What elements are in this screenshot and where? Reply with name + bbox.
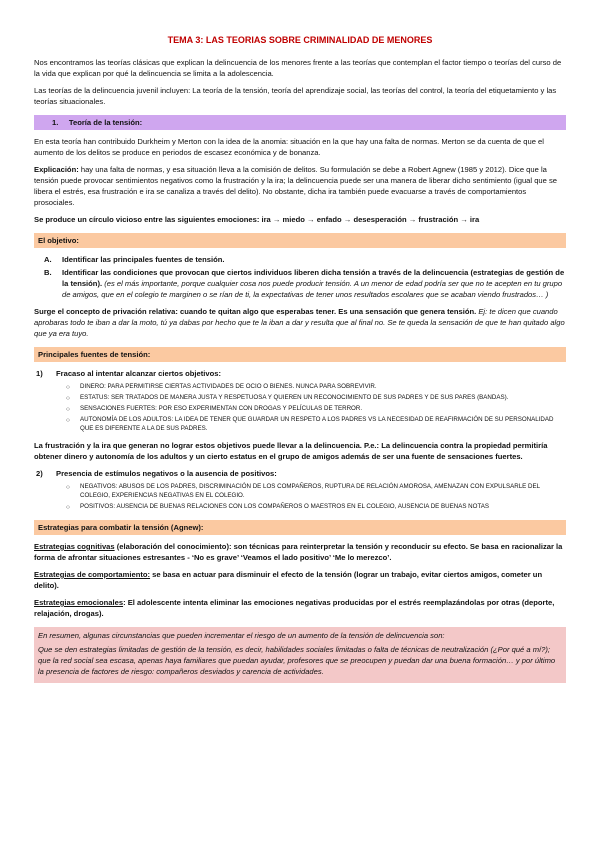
list-item: ○ DINERO: PARA PERMITIRSE CIERTAS ACTIVIDADES DE OCIO O BIENES. NUNCA PARA SOBREVIVIR. [80, 383, 566, 392]
frustracion-paragraph [34, 440, 566, 462]
explicacion-text: hay una falta de normas, y esa situación lleva a la comisión de delitos. Su formulación se debe a Robert Agnew (1985 y 2012). Dice que la tensión puede provocar sentimientos negativos como la frustración y la ira; la delincuencia puede ser una manera de liberar dicho sentimiento (igual que se libera el estrés, esa frustración e ira se canaliza a través del delito). No obstante, dicha ira también puede evacuarse a través de comportamientos prosociales. [34, 165, 558, 208]
list-item: ○ ESTATUS: SER TRATADOS DE MANERA JUSTA Y RESPETUOSA Y QUIEREN UN RECONOCIMIENTO DE SUS PADRES Y DE SUS PARES (BANDAS). [80, 394, 566, 403]
document-page [34, 34, 566, 683]
circle-paragraph: Se produce un círculo vicioso entre las siguientes emociones: ira → miedo → enfado → desesperación → frustración → ira [34, 215, 480, 225]
explicacion-paragraph [34, 164, 566, 208]
list-item: ○ POSITIVOS: AUSENCIA DE BUENAS RELACIONES CON LOS COMPAÑEROS O MAESTROS EN EL COLEGIO, AUSENCIA DE BUENAS NOTAS [80, 503, 566, 512]
strategy-label: Estrategias cognitivas [34, 541, 115, 551]
list-item-text: Identificar las principales fuentes de tensión. [62, 255, 225, 265]
privacion-text: Surge el concepto de privación relativa: cuando te quitan algo que esperabas tener. Es una sensación que genera tensión. [34, 307, 477, 317]
group-marker: 1) [36, 369, 43, 379]
fuentes-group-1-heading [34, 368, 566, 379]
resumen-line-1: En resumen, algunas circunstancias que pueden incrementar el riesgo de un aumento de la tensión de delincuencia son: [38, 630, 445, 640]
strategy-label: Estrategias emocionales [34, 597, 124, 607]
objetivo-heading: El objetivo: [34, 233, 566, 248]
tension-paragraph: En esta teoría han contribuido Durkheim y Merton con la idea de la anomia: situación en la que hay una falta de normas. Merton se da cuenta de que el aumento de los delitos se produce en periodos de escasez económica y de bonanza. [34, 137, 544, 158]
strategy-text: (elaboración del conocimiento): son técnicas para reinterpretar la tensión y reconducir su efecto. Se basa en racionalizar la forma de afrontar situaciones estresantes - ‘No es grave’ ‘Veamos el lado positivo’ ‘Me lo merezco’. [34, 541, 563, 562]
strategy-label: Estrategias de comportamiento: [34, 569, 151, 579]
intro-paragraph: Nos encontramos las teorías clásicas que explican la delincuencia de los menores frente a las teorías que contemplan el factor tiempo o teorías del curso de la vida que explican por qué la delincuencia se limita a la adolescencia. [34, 58, 562, 79]
explicacion-label: Explicación: [34, 165, 79, 175]
list-marker: B. [44, 268, 52, 278]
list-item [44, 254, 566, 265]
section-number: 1. [52, 118, 59, 128]
section-heading-tension [34, 115, 566, 130]
estrategias-comportamiento [34, 569, 566, 591]
list-item: ○ AUTONOMÍA DE LOS ADULTOS: LA IDEA DE TENER QUE GUARDAR UN RESPETO A LOS PADRES VS LA NECESIDAD DE REAFIRMACIÓN DE SU PERSONALIDAD QUE ES DIFERENTE A LA DE SUS PADRES. [80, 416, 566, 434]
privacion-paragraph [34, 306, 566, 339]
strategy-text: : El adolescente intenta eliminar las emociones negativas producidas por el estrés reemplazándolas por otras (deporte, relajación, drogas). [34, 597, 555, 618]
theories-paragraph: Las teorías de la delincuencia juvenil incluyen: La teoría de la tensión, teoría del aprendizaje social, las teorías del control, la teoría del etiquetamiento y las teorías situacionales. [34, 86, 557, 107]
pe-text: La delincuencia contra la propiedad permitiría obtener dinero y autonomía de los adultos y un cierto estatus en el grupo de amigos además de ser una fuente de sensaciones fuertes. [34, 440, 548, 461]
list-item [44, 267, 566, 300]
page-title: TEMA 3: LAS TEORIAS SOBRE CRIMINALIDAD DE MENORES [167, 35, 433, 45]
fuentes-group-1-list [34, 383, 566, 434]
fuentes-group-2-list [34, 483, 566, 512]
list-marker: A. [44, 255, 52, 265]
list-item-text: Identificar las condiciones que provocan que ciertos individuos liberen dicha tensión a través de la delincuencia (estrategias de gestión de la tensión). [62, 268, 565, 289]
fuentes-group-2-heading [34, 468, 566, 479]
list-item: ○ NEGATIVOS: ABUSOS DE LOS PADRES, DISCRIMINACIÓN DE LOS COMPAÑEROS, RUPTURA DE RELACIÓN AMOROSA, AMENAZAN CON EXPULSARLE DEL COLEGIO, EXPERIENCIAS NEGATIVAS EN EL COLEGIO. [80, 483, 566, 501]
group-title: Presencia de estímulos negativos o la ausencia de positivos: [56, 468, 277, 478]
resumen-box [34, 627, 566, 683]
group-marker: 2) [36, 468, 43, 478]
estrategias-emocionales [34, 597, 566, 619]
fuentes-heading: Principales fuentes de tensión: [34, 347, 566, 362]
pe-label: P.e.: [361, 440, 380, 450]
resumen-line-2: Que se den estrategias limitadas de gestión de la tensión, es decir, habilidades sociales limitadas o falta de técnicas de neutralización (¿Por qué a mí?); que la red social sea escasa, apenas haya familiares que puedan ayudar, profesores que se preocupen y puedan dar una buena formación… y por último la presencia de factores de riesgo: compañeros desviados y carencia de actividades. [38, 644, 556, 676]
frustracion-text: La frustración y la ira que generan no lograr estos objetivos puede llevar a la delincuencia. [34, 440, 362, 450]
objetivo-list [34, 254, 566, 300]
section-title: Teoría de la tensión: [68, 118, 143, 128]
estrategias-heading: Estrategias para combatir la tensión (Agnew): [34, 520, 566, 535]
privacion-example: Ej: te dicen que cuando aprobaras todo te iban a dar la moto, tú ya dabas por hecho que te la iban a dar y resulta que al final no. Se te queda la sensación de que te han quitado algo que ya era tuyo. [34, 307, 565, 339]
list-item-note: (es el más importante, porque cualquier cosa nos puede producir tensión. A un menor de edad podría ser que no te acepten en tu grupo de amigos, que en el colegio te marginen o se rían de ti, la expectativas de tener unos resultados escolares que se acaban viendo frustrados… ) [62, 279, 563, 300]
group-title: Fracaso al intentar alcanzar ciertos objetivos: [56, 369, 222, 379]
list-item: ○ SENSACIONES FUERTES: POR ESO EXPERIMENTAN CON DROGAS Y PELÍCULAS DE TERROR. [80, 405, 566, 414]
strategy-text: se basa en actuar para disminuir el efecto de la tensión (lograr un trabajo, evitar ciertos amigos, cometer un delito). [34, 569, 543, 590]
estrategias-cognitivas [34, 541, 566, 563]
